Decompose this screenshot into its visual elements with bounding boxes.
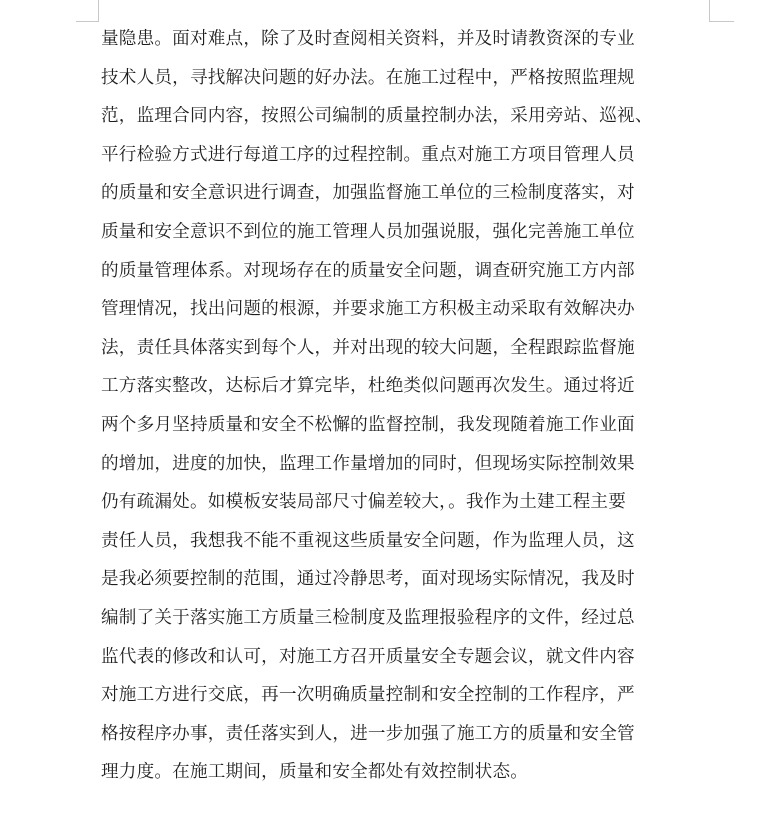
text-line: 两个多月坚持质量和安全不松懈的监督控制，我发现随着施工作业面 <box>101 414 635 435</box>
text-line: 平行检验方式进行每道工序的过程控制。重点对施工方项目管理人员 <box>101 144 635 165</box>
text-line: 责任人员，我想我不能不重视这些质量安全问题，作为监理人员，这 <box>101 530 635 551</box>
text-line: 管理情况，找出问题的根源，并要求施工方积极主动采取有效解决办 <box>101 299 635 320</box>
text-line: 工方落实整改，达标后才算完毕，杜绝类似问题再次发生。通过将近 <box>101 376 635 397</box>
text-line: 格按程序办事，责任落实到人，进一步加强了施工方的质量和安全管 <box>101 723 635 744</box>
text-line: 技术人员，寻找解决问题的好办法。在施工过程中，严格按照监理规 <box>101 67 635 88</box>
text-line: 的质量管理体系。对现场存在的质量安全问题，调查研究施工方内部 <box>101 260 635 281</box>
text-line: 理力度。在施工期间，质量和安全都处有效控制状态。 <box>101 762 529 783</box>
text-line: 编制了关于落实施工方质量三检制度及监理报验程序的文件，经过总 <box>101 607 635 628</box>
text-line: 对施工方进行交底，再一次明确质量控制和安全控制的工作程序，严 <box>101 685 635 706</box>
text-line: 监代表的修改和认可，对施工方召开质量安全专题会议，就文件内容 <box>101 646 635 667</box>
crop-mark-top-right-vertical <box>709 0 710 22</box>
crop-mark-top-left-vertical <box>98 0 99 22</box>
text-line: 的质量和安全意识进行调查，加强监督施工单位的三检制度落实，对 <box>101 183 635 204</box>
body-paragraph <box>101 20 721 792</box>
text-line: 是我必须要控制的范围，通过冷静思考，面对现场实际情况，我及时 <box>101 569 635 590</box>
text-line: 范，监理合同内容，按照公司编制的质量控制办法，采用旁站、巡视、 <box>101 106 653 127</box>
text-line: 仍有疏漏处。如模板安装局部尺寸偏差较大，。我作为土建工程主要 <box>101 492 627 513</box>
text-line: 法，责任具体落实到每个人，并对出现的较大问题，全程跟踪监督施 <box>101 337 635 358</box>
crop-mark-top-left-horizontal <box>76 21 98 22</box>
text-line: 质量和安全意识不到位的施工管理人员加强说服，强化完善施工单位 <box>101 221 635 242</box>
text-line: 的增加，进度的加快，监理工作量增加的同时，但现场实际控制效果 <box>101 453 635 474</box>
text-line: 量隐患。面对难点，除了及时查阅相关资料，并及时请教资深的专业 <box>101 29 635 49</box>
